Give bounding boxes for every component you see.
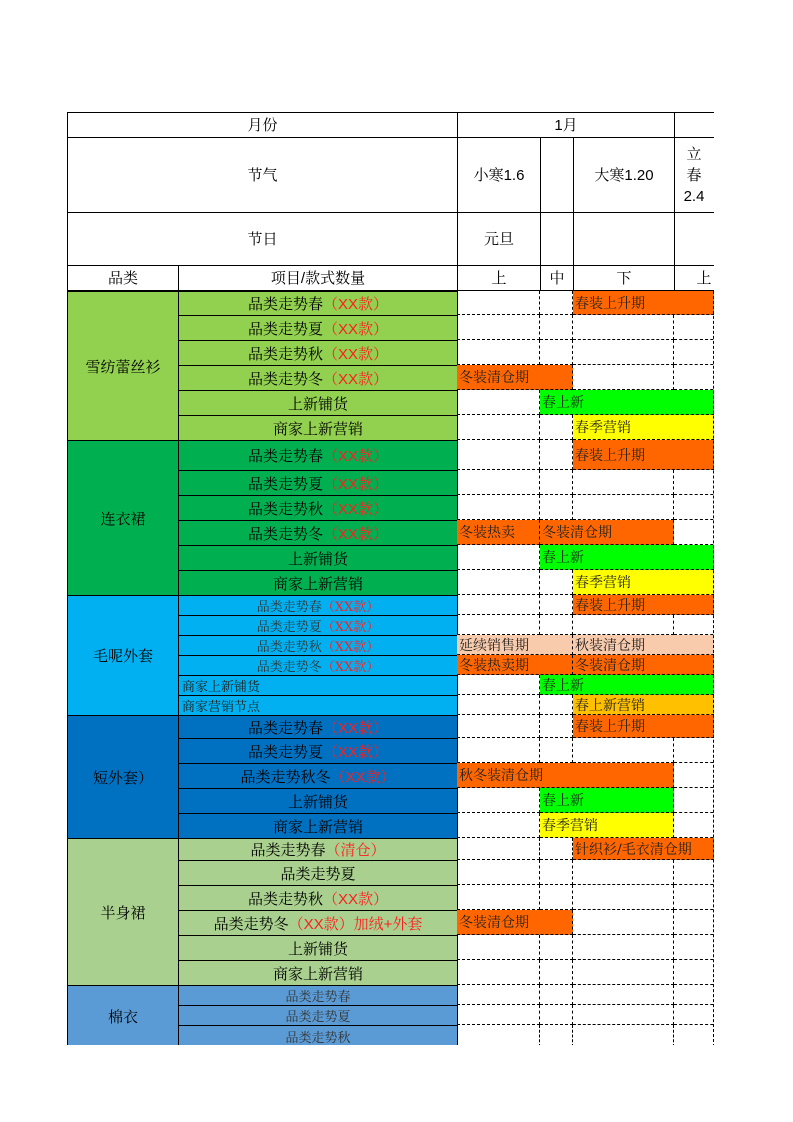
month-label: 月份 — [67, 112, 458, 138]
table-row-item — [178, 570, 458, 596]
grid-cell — [674, 315, 714, 340]
grid-cell — [674, 960, 714, 985]
month-value: 1月 — [457, 112, 675, 138]
grid-cell — [540, 440, 573, 470]
grid-cell — [674, 340, 714, 365]
grid-cell — [540, 495, 573, 520]
timeline-bar — [573, 440, 714, 470]
grid-cell — [573, 495, 674, 520]
item-text: 品类走势秋 — [256, 640, 322, 655]
grid-cell — [540, 1005, 573, 1025]
timeline-bar — [540, 545, 714, 570]
bar-label: 春上新营销 — [575, 697, 645, 714]
timeline-bar — [457, 635, 573, 655]
item-text: 品类走势冬 — [247, 525, 323, 543]
item-text: 品类走势夏 — [280, 865, 356, 883]
timeline-bar — [573, 715, 714, 738]
item-text: 品类走势夏 — [247, 320, 323, 338]
grid-cell — [573, 615, 674, 635]
table-row-item — [178, 715, 458, 739]
category-name: 半身裙 — [100, 903, 146, 922]
item-text: 上新铺货 — [287, 940, 348, 958]
item-text: 品类走势冬 — [213, 915, 289, 933]
grid-cell — [540, 595, 573, 615]
grid-cell — [674, 910, 714, 935]
grid-cell — [674, 365, 714, 390]
item-text: 品类走势春 — [247, 448, 323, 465]
edge-line — [713, 291, 714, 1045]
grid-cell — [457, 788, 540, 813]
category-col-header: 品类 — [67, 265, 179, 291]
item-text: 品类走势夏 — [247, 743, 323, 761]
item-count: （XX款） — [323, 525, 389, 543]
grid-cell — [540, 715, 573, 738]
grid-cell — [457, 415, 540, 440]
grid-cell — [573, 738, 674, 763]
grid-cell — [573, 985, 674, 1005]
category-cell — [67, 595, 179, 716]
table-row-item — [178, 615, 458, 636]
timeline-bar — [573, 415, 714, 440]
table-row-item — [178, 365, 458, 391]
item-text: 品类走势春 — [285, 990, 351, 1005]
grid-cell — [457, 291, 540, 315]
solar-term-xiaohan: 小寒1.6 — [457, 137, 541, 213]
grid-cell — [674, 615, 714, 635]
table-row-item — [178, 985, 458, 1006]
item-count: （XX款）加绒+外套 — [288, 915, 423, 933]
grid-cell — [674, 1005, 714, 1025]
grid-cell — [457, 340, 540, 365]
timeline-bar — [573, 570, 714, 595]
table-row-item — [178, 675, 458, 696]
item-count: （XX款） — [323, 500, 389, 518]
grid-cell — [457, 570, 540, 595]
bar-label: 春上新 — [542, 550, 584, 566]
bar-label: 冬装清仓期 — [542, 525, 612, 541]
item-text: 品类走势春 — [247, 719, 323, 737]
table-row-item — [178, 655, 458, 676]
grid-cell — [457, 985, 540, 1005]
table-row-item — [178, 440, 458, 471]
grid-cell — [457, 495, 540, 520]
item-text: 品类走势冬 — [247, 370, 323, 388]
category-cell — [67, 715, 179, 839]
item-text: 品类走势夏 — [247, 475, 323, 493]
timeline-bar — [573, 595, 714, 615]
item-text: 商家营销节点 — [182, 700, 261, 715]
category-name: 短外套） — [92, 768, 153, 787]
bar-label: 冬装清仓期 — [459, 915, 529, 931]
bar-label: 冬装清仓期 — [575, 657, 645, 674]
table-row-item — [178, 520, 458, 546]
grid-cell — [540, 860, 573, 885]
item-text: 品类走势秋 — [247, 890, 323, 908]
item-text: 品类走势秋 — [247, 345, 323, 363]
grid-cell — [457, 935, 540, 960]
item-text: 商家上新营销 — [272, 420, 363, 438]
grid-cell — [573, 860, 674, 885]
timeline-bar — [573, 291, 714, 315]
item-count: （XX款） — [323, 743, 389, 761]
grid-cell — [540, 340, 573, 365]
item-text: 品类走势秋 — [285, 1031, 351, 1045]
grid-cell — [573, 315, 674, 340]
grid-cell — [674, 738, 714, 763]
timeline-bar — [457, 910, 573, 935]
table-row-item — [178, 838, 458, 861]
timeline-bar — [540, 813, 674, 838]
item-count: （XX款） — [323, 448, 389, 465]
grid-cell — [674, 985, 714, 1005]
category-cell — [67, 291, 179, 441]
category-name: 雪纺蕾丝衫 — [85, 357, 161, 376]
grid-cell — [674, 885, 714, 910]
table-row-item — [178, 885, 458, 911]
grid-cell — [540, 615, 573, 635]
grid-cell — [457, 885, 540, 910]
item-col-header: 项目/款式数量 — [178, 265, 458, 291]
grid-cell — [457, 838, 540, 860]
item-text: 商家上新营销 — [272, 818, 363, 836]
bar-label: 春装上升期 — [575, 447, 645, 464]
table-row-item — [178, 935, 458, 961]
item-text: 品类走势春 — [250, 842, 326, 859]
table-row-item — [178, 495, 458, 521]
holiday-empty-1 — [540, 212, 574, 266]
item-count: （XX款） — [323, 719, 389, 737]
item-text: 品类走势春 — [247, 296, 323, 313]
grid-cell — [540, 985, 573, 1005]
grid-cell — [674, 860, 714, 885]
grid-cell — [674, 935, 714, 960]
item-count: （XX款） — [323, 370, 389, 388]
item-count: （XX款） — [321, 600, 380, 615]
item-count: （XX款） — [330, 768, 396, 786]
table-row-item — [178, 1025, 458, 1045]
grid-cell — [674, 1025, 714, 1045]
grid-cell — [457, 813, 540, 838]
item-text: 品类走势冬 — [256, 660, 322, 675]
grid-cell — [674, 470, 714, 495]
grid-cell — [457, 440, 540, 470]
grid-cell — [573, 365, 674, 390]
item-count: （XX款） — [321, 660, 380, 675]
grid-cell — [457, 675, 540, 695]
grid-cell — [674, 520, 714, 545]
grid-cell — [674, 763, 714, 788]
table-row-item — [178, 738, 458, 764]
grid-cell — [457, 695, 540, 715]
grid-cell — [457, 738, 540, 763]
item-count: （XX款） — [321, 640, 380, 655]
category-cell — [67, 985, 179, 1045]
grid-cell — [457, 1025, 540, 1045]
grid-cell — [540, 738, 573, 763]
item-count: （XX款） — [323, 320, 389, 338]
timeline-bar — [540, 675, 714, 695]
holiday-empty-2 — [573, 212, 675, 266]
grid-cell — [457, 595, 540, 615]
timeline-bar — [457, 763, 674, 788]
item-text: 商家上新营销 — [272, 575, 363, 593]
table-row-item — [178, 813, 458, 839]
grid-cell — [573, 340, 674, 365]
bar-label: 秋装清仓期 — [575, 637, 645, 654]
bar-label: 春上新 — [542, 395, 584, 411]
grid-cell — [457, 1005, 540, 1025]
grid-cell — [540, 470, 573, 495]
table-row-item — [178, 390, 458, 416]
month-next — [674, 112, 714, 138]
timeline-bar — [457, 520, 540, 545]
grid-cell — [674, 788, 714, 813]
timeline-bar — [457, 655, 573, 675]
grid-cell — [573, 960, 674, 985]
bar-label: 针织衫/毛衣清仓期 — [575, 841, 692, 858]
table-row-item — [178, 695, 458, 716]
item-text: 上新铺货 — [287, 395, 348, 413]
grid-cell — [457, 715, 540, 738]
item-count: （XX款） — [323, 890, 389, 908]
holiday-yuandan: 元旦 — [457, 212, 541, 266]
bar-label: 春季营销 — [575, 575, 631, 591]
grid-cell — [457, 315, 540, 340]
grid-cell — [573, 1005, 674, 1025]
item-count: （XX款） — [321, 620, 380, 635]
table-row-item — [178, 595, 458, 616]
period-next-upper: 上 — [674, 265, 714, 291]
item-text: 上新铺货 — [287, 793, 348, 811]
grid-cell — [540, 695, 573, 715]
item-text: 品类走势春 — [256, 600, 322, 615]
grid-cell — [457, 615, 540, 635]
table-row-item — [178, 415, 458, 441]
grid-cell — [573, 910, 674, 935]
timeline-bar — [573, 695, 714, 715]
timeline-bar — [540, 788, 674, 813]
table-row-item — [178, 340, 458, 366]
table-row-item — [178, 960, 458, 986]
category-name: 棉衣 — [107, 1008, 138, 1026]
timeline-bar — [573, 655, 714, 675]
bar-label: 冬装热卖 — [459, 525, 515, 541]
grid-cell — [540, 838, 573, 860]
timeline-bar — [573, 838, 714, 860]
bar-label: 冬装清仓期 — [459, 370, 529, 386]
table-row-item — [178, 470, 458, 496]
bar-label: 春装上升期 — [575, 295, 645, 312]
table-row-item — [178, 860, 458, 886]
item-text: 商家上新营销 — [272, 965, 363, 983]
category-name: 毛呢外套 — [92, 647, 153, 665]
item-count: （清仓） — [325, 842, 386, 859]
item-count: （XX款） — [323, 475, 389, 493]
period-upper: 上 — [457, 265, 541, 291]
grid-cell — [457, 960, 540, 985]
grid-cell — [674, 813, 714, 838]
period-lower: 下 — [573, 265, 675, 291]
grid-cell — [457, 390, 540, 415]
category-cell — [67, 440, 179, 596]
grid-cell — [540, 315, 573, 340]
grid-cell — [540, 570, 573, 595]
grid-cell — [573, 885, 674, 910]
timeline-bar — [540, 390, 714, 415]
table-row-item — [178, 545, 458, 571]
bar-label: 春上新 — [542, 793, 584, 809]
table-row-item — [178, 763, 458, 789]
grid-cell — [457, 470, 540, 495]
table-row-item — [178, 788, 458, 814]
timeline-bar — [573, 635, 714, 655]
item-text: 上新铺货 — [287, 550, 348, 568]
category-cell — [67, 838, 179, 986]
bar-label: 春上新 — [542, 677, 584, 694]
category-name: 连衣裙 — [100, 509, 146, 528]
timeline-bar — [540, 520, 674, 545]
table-row-item — [178, 910, 458, 936]
grid-cell — [573, 470, 674, 495]
item-text: 品类走势夏 — [285, 1010, 351, 1025]
bar-label: 春季营销 — [575, 420, 631, 436]
table-row-item — [178, 315, 458, 341]
timeline-bar — [457, 365, 573, 390]
bar-label: 延续销售期 — [459, 637, 529, 654]
grid-cell — [674, 495, 714, 520]
grid-cell — [540, 415, 573, 440]
period-middle: 中 — [540, 265, 574, 291]
grid-cell — [540, 1025, 573, 1045]
solar-term-lichun: 立春2.4 — [683, 145, 705, 205]
item-text: 商家上新铺货 — [182, 680, 261, 695]
table-row-item — [178, 1005, 458, 1026]
bar-label: 春装上升期 — [575, 719, 645, 735]
bar-label: 春季营销 — [542, 818, 598, 834]
bar-label: 冬装热卖期 — [459, 657, 529, 674]
solar-term-dahan: 大寒1.20 — [573, 137, 675, 213]
item-text: 品类走势秋冬 — [240, 768, 331, 786]
bar-label: 秋冬装清仓期 — [459, 768, 543, 784]
grid-cell — [540, 291, 573, 315]
table-row-item — [178, 635, 458, 656]
grid-cell — [540, 885, 573, 910]
bar-label: 春装上升期 — [575, 597, 645, 614]
grid-cell — [457, 860, 540, 885]
grid-cell — [573, 935, 674, 960]
grid-cell — [573, 1025, 674, 1045]
holiday-label: 节日 — [67, 212, 458, 266]
item-text: 品类走势夏 — [256, 620, 322, 635]
item-count: （XX款） — [323, 345, 389, 363]
item-text: 品类走势秋 — [247, 500, 323, 518]
grid-cell — [540, 935, 573, 960]
solar-term-label: 节气 — [67, 137, 458, 213]
table-row-item — [178, 291, 458, 316]
grid-cell — [457, 545, 540, 570]
solar-term-empty — [540, 137, 574, 213]
item-count: （XX款） — [323, 296, 389, 313]
holiday-empty-3 — [674, 212, 714, 266]
grid-cell — [540, 960, 573, 985]
